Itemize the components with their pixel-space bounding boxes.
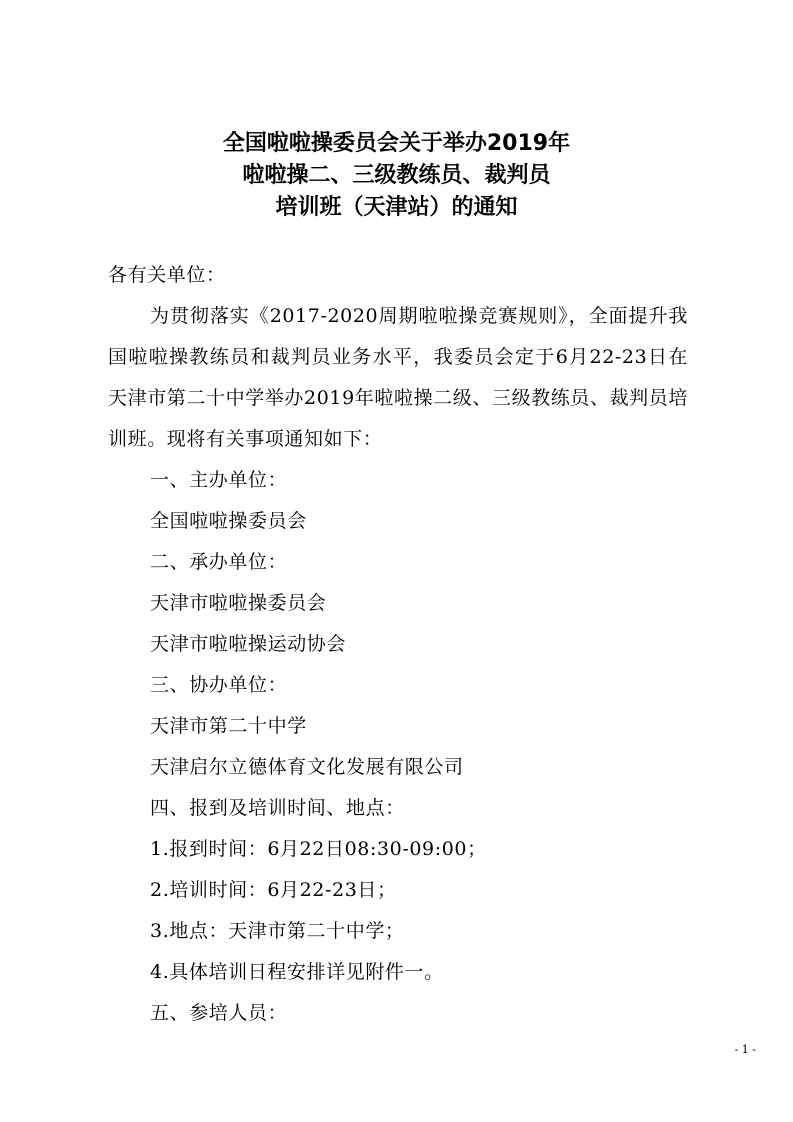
training-location: 3.地点：天津市第二十中学； [150,920,405,942]
checkin-time: 1.报到时间：6月22日08:30-09:00； [150,838,487,860]
section-heading-time-place: 四、报到及培训时间、地点： [150,797,405,819]
section-heading-participants: 五、参培人员： [150,1002,288,1024]
document-body [108,255,688,1034]
salutation: 各有关单位： [108,264,226,286]
training-time: 2.培训时间：6月22-23日； [150,879,397,901]
section-heading-co-organizer: 三、协办单位： [150,674,288,696]
document-title [0,128,793,224]
host-name-2: 天津市啦啦操运动协会 [150,633,347,655]
co-organizer-name-1: 天津市第二十中学 [150,715,307,737]
co-organizer-name-2: 天津启尔立德体育文化发展有限公司 [150,756,464,778]
title-line-3: 培训班（天津站）的通知 [275,195,518,220]
section-heading-host: 二、承办单位： [150,551,288,573]
intro-paragraph: 为贯彻落实《2017-2020周期啦啦操竞赛规则》，全面提升我国啦啦操教练员和裁判员业务水平，我委员会定于6月22-23日在天津市第二十中学举办2019年啦啦操二级、三级教练员、裁判员培训班。现将有关事项通知如下： [108,305,688,450]
schedule-note: 4.具体培训日程安排详见附件一。 [150,961,444,983]
organizer-name: 全国啦啦操委员会 [150,510,307,532]
title-line-1: 全国啦啦操委员会关于举办2019年 [222,131,571,156]
section-heading-organizer: 一、主办单位： [150,469,288,491]
title-line-2: 啦啦操二、三级教练员、裁判员 [242,163,551,188]
host-name-1: 天津市啦啦操委员会 [150,592,327,614]
page-number: - 1 - [734,1043,756,1056]
